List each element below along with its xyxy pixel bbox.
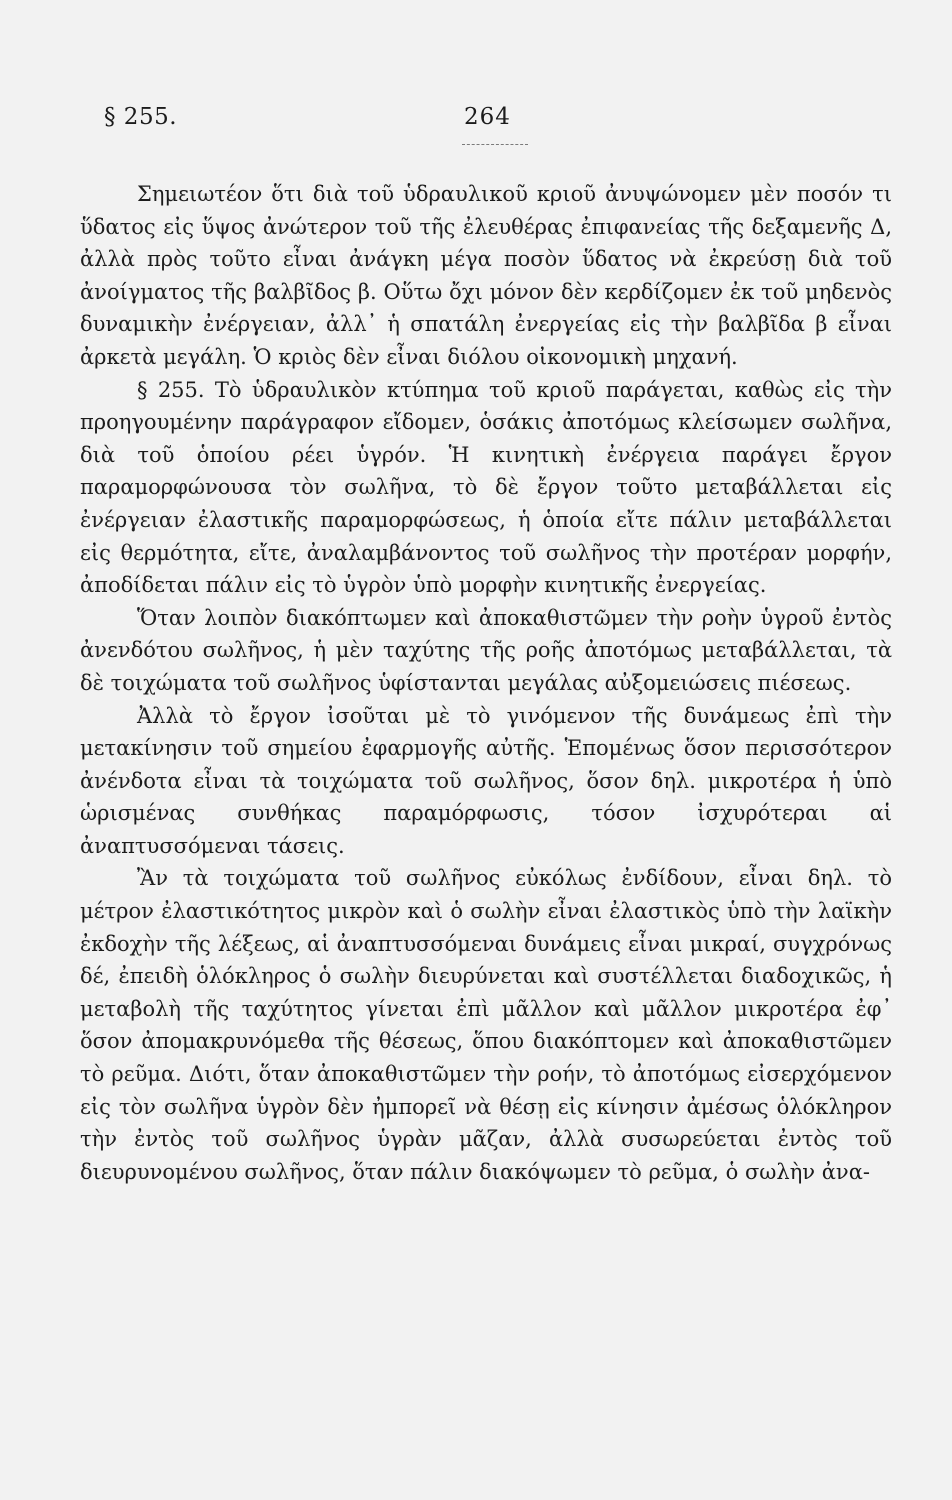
body-text [80, 178, 892, 1188]
paragraph-elastic-walls: Ἂν τὰ τοιχώματα τοῦ σωλῆνος εὐκόλως ἐνδίδουν, εἶναι δηλ. τὸ μέτρον ἐλαστικότητος μικρὸν καὶ ὁ σωλὴν εἶναι ἐλαστικὸς ὑπὸ τὴν λαϊκὴν ἐκδοχὴν τῆς λέξεως, αἱ ἀναπτυσσόμεναι δυνάμεις εἶναι μικραί, συγχρόνως δέ, ἐπειδὴ ὁλόκληρος ὁ σωλὴν διευρύνεται καὶ συστέλλεται διαδοχικῶς, ἡ μεταβολὴ τῆς ταχύτητος γίνεται ἐπὶ μᾶλλον καὶ μᾶλλον μικροτέρα ἐφ᾽ ὅσον ἀπομακρυνόμεθα τῆς θέσεως, ὅπου διακόπτομεν καὶ ἀποκαθιστῶμεν τὸ ρεῦμα. Διότι, ὅταν ἀποκαθιστῶμεν τὴν ροήν, τὸ ἀποτόμως εἰσερχόμενον εἰς τὸν σωλῆνα ὑγρὸν δὲν ἠμπορεῖ νὰ θέσῃ εἰς κίνησιν ἀμέσως ὁλόκληρον τὴν ἐντὸς τοῦ σωλῆνος ὑγρὰν μᾶζαν, ἀλλὰ συσωρεύεται ἐντὸς τοῦ διευρυνομένου σωλῆνος, ὅταν πάλιν διακόψωμεν τὸ ρεῦμα, ὁ σωλὴν ἀνα- [80, 866, 892, 1184]
paragraph-hydraulic-shock: § 255. Τὸ ὑδραυλικὸν κτύπημα τοῦ κριοῦ παράγεται, καθὼς εἰς τὴν προηγουμένην παράγραφον εἴδομεν, ὁσάκις ἀποτόμως κλείσωμεν σωλῆνα, διὰ τοῦ ὁποίου ρέει ὑγρόν. Ἡ κινητικὴ ἐνέργεια παράγει ἔργον παραμορφώνουσα τὸν σωλῆνα, τὸ δὲ ἔργον τοῦτο μεταβάλλεται εἰς ἐνέργειαν ἐλαστικῆς παραμορφώσεως, ἡ ὁποία εἴτε πάλιν μεταβάλλεται εἰς θερμότητα, εἴτε, ἀναλαμβάνοντος τοῦ σωλῆνος τὴν προτέραν μορφήν, ἀποδίδεται πάλιν εἰς τὸ ὑγρὸν ὑπὸ μορφὴν κινητικῆς ἐνεργείας. [80, 377, 892, 598]
section-marker: § 255. [104, 104, 178, 130]
page-number-underline [462, 144, 528, 145]
paragraph-ram-efficiency: Σημειωτέον ὅτι διὰ τοῦ ὑδραυλικοῦ κριοῦ ἀνυψώνομεν μὲν ποσόν τι ὕδατος εἰς ὕψος ἀνώτερον τοῦ τῆς ἐλευθέρας ἐπιφανείας τῆς δεξαμενῆς Δ, ἀλλὰ πρὸς τοῦτο εἶναι ἀνάγκη μέγα ποσὸν ὕδατος νὰ ἐκρεύσῃ διὰ τοῦ ἀνοίγματος τῆς βαλβῖδος β. Οὕτω ὄχι μόνον δὲν κερδίζομεν ἐκ τοῦ μηδενὸς δυναμικὴν ἐνέργειαν, ἀλλ᾽ ἡ σπατάλη ἐνεργείας εἰς τὴν βαλβῖδα β εἶναι ἀρκετὰ μεγάλη. Ὁ κριὸς δὲν εἶναι διόλου οἰκονομικὴ μηχανή. [80, 182, 892, 369]
page-header [104, 104, 894, 144]
paragraph-work-force: Ἀλλὰ τὸ ἔργον ἰσοῦται μὲ τὸ γινόμενον τῆς δυνάμεως ἐπὶ τὴν μετακίνησιν τοῦ σημείου ἐφαρμογῆς αὐτῆς. Ἑπομένως ὅσον περισσότερον ἀνένδοτα εἶναι τὰ τοιχώματα τοῦ σωλῆνος, ὅσον δηλ. μικροτέρα ἡ ὑπὸ ὡρισμένας συνθήκας παραμόρφωσις, τόσον ἰσχυρότεραι αἱ ἀναπτυσσόμεναι τάσεις. [80, 703, 892, 858]
paragraph-rigid-pipe: Ὅταν λοιπὸν διακόπτωμεν καὶ ἀποκαθιστῶμεν τὴν ροὴν ὑγροῦ ἐντὸς ἀνενδότου σωλῆνος, ἡ μὲν ταχύτης τῆς ροῆς ἀποτόμως μεταβάλλεται, τὰ δὲ τοιχώματα τοῦ σωλῆνος ὑφίστανται μεγάλας αὐξομειώσεις πιέσεως. [80, 605, 892, 695]
page-number: 264 [464, 104, 511, 130]
